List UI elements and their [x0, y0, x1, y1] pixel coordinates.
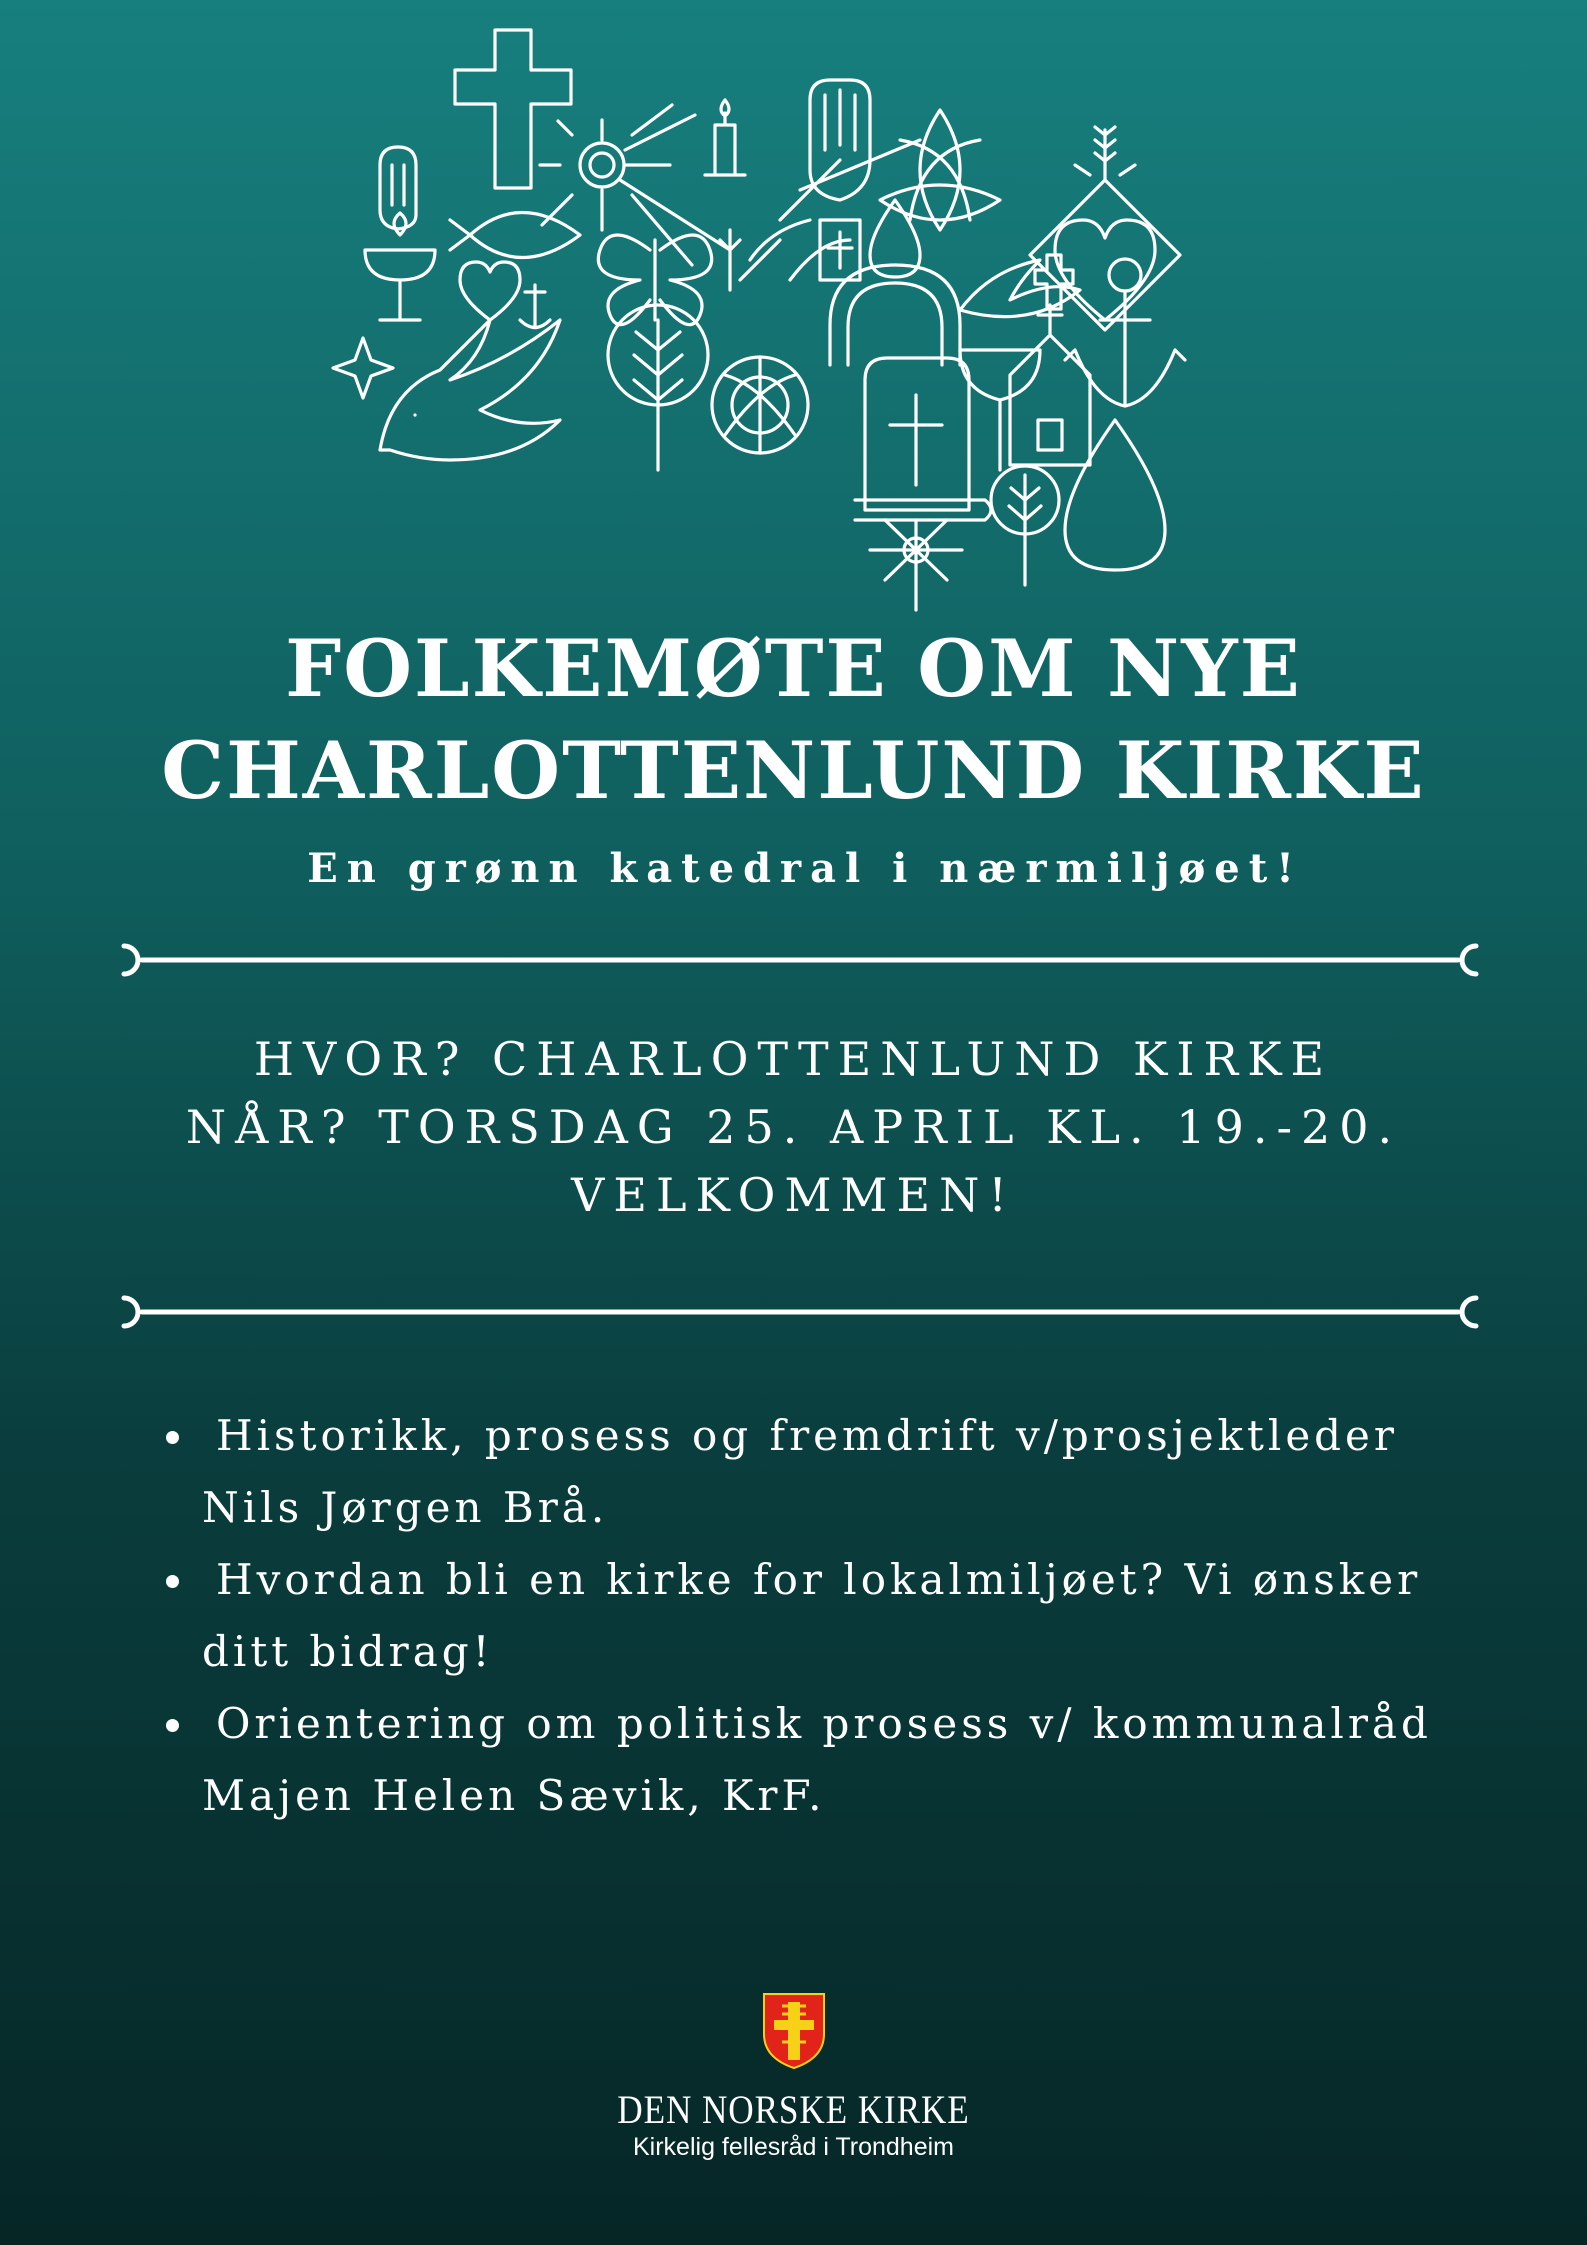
agenda-list: [160, 1400, 1532, 1832]
divider-bottom: [120, 1292, 1480, 1332]
church-symbols-illustration: [320, 20, 1200, 620]
event-location: HVOR? CHARLOTTENLUND KIRKE: [253, 1032, 1334, 1086]
event-info: [0, 1025, 1587, 1229]
divider-top: [120, 940, 1480, 980]
organization-subtitle: Kirkelig fellesråd i Trondheim: [633, 2133, 954, 2161]
list-item: [202, 1400, 1532, 1544]
subtitle: En grønn katedral i nærmiljøet!: [307, 845, 1303, 892]
organization-logo: [0, 1992, 1587, 2162]
page-title: [0, 618, 1587, 822]
event-welcome: VELKOMMEN!: [571, 1168, 1016, 1222]
list-item-line: Historikk, prosess og fremdrift v/prosjektleder: [216, 1411, 1398, 1460]
church-seal-icon: [762, 1992, 826, 2070]
list-item: [202, 1688, 1532, 1832]
list-item-line: Orientering om politisk prosess v/ kommunalråd: [216, 1699, 1432, 1748]
list-item: [202, 1544, 1532, 1688]
event-time: NÅR? TORSDAG 25. APRIL KL. 19.-20.: [185, 1100, 1402, 1154]
organization-name: DEN NORSKE KIRKE: [617, 2087, 970, 2132]
list-item-line: Nils Jørgen Brå.: [202, 1483, 609, 1532]
list-item-line: Majen Helen Sævik, KrF.: [202, 1771, 826, 1820]
title-line-1: FOLKEMØTE OM NYE: [285, 622, 1302, 715]
list-item-line: Hvordan bli en kirke for lokalmiljøet? Vi ønsker: [216, 1555, 1422, 1604]
title-line-2: CHARLOTTENLUND KIRKE: [161, 724, 1426, 817]
list-item-line: ditt bidrag!: [202, 1627, 494, 1676]
church-symbols-collage-icon: [320, 20, 1200, 620]
